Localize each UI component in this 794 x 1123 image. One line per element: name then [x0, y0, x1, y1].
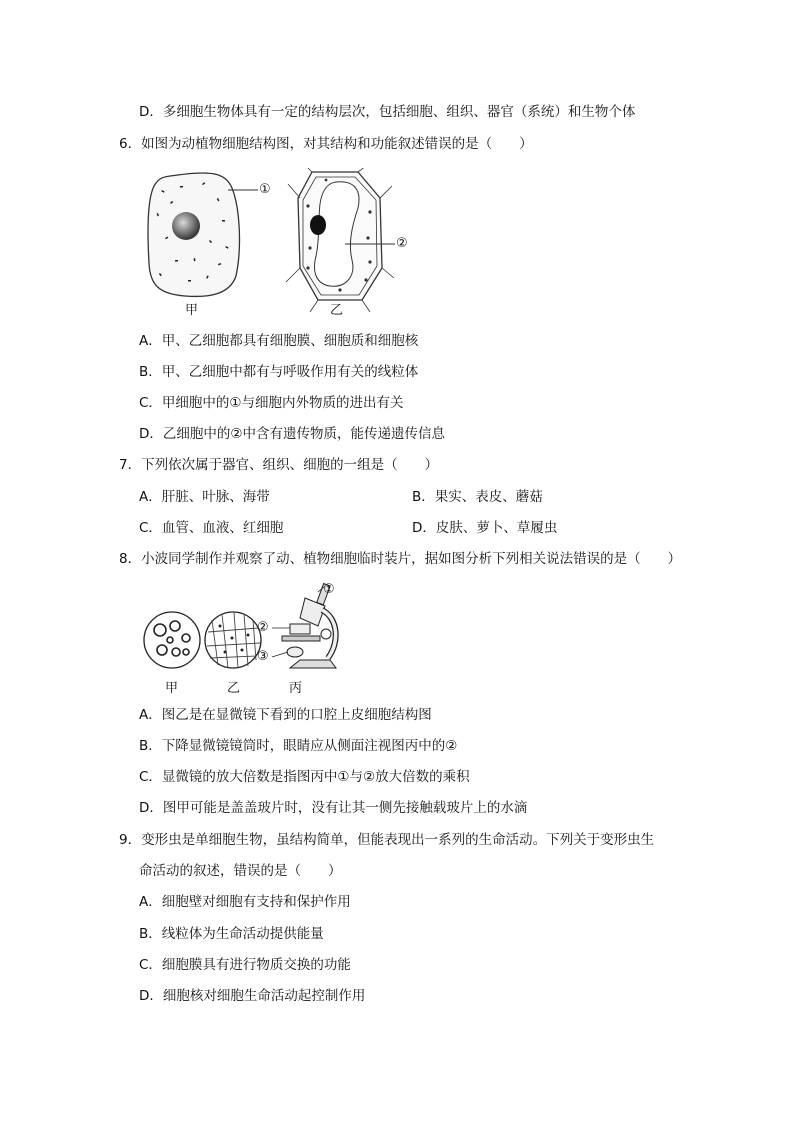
q9-option-c: C．细胞膜具有进行物质交换的功能	[139, 957, 351, 973]
q9-stem-line-2: 命活动的叙述，错误的是（ ）	[139, 863, 342, 879]
q7-option-b: B．果实、表皮、蘑菇	[412, 489, 543, 505]
q9-option-b: B．线粒体为生命活动提供能量	[139, 926, 324, 942]
q9-option-a: A．细胞壁对细胞有支持和保护作用	[139, 894, 351, 910]
fig8-caption-jia: 甲	[165, 681, 179, 696]
q6-option-d: D．乙细胞中的②中含有遗传物质，能传递遗传信息	[139, 426, 445, 442]
q7-option-a: A．肝脏、叶脉、海带	[139, 489, 270, 505]
q9-option-d: D．细胞核对细胞生命活动起控制作用	[139, 988, 366, 1004]
q8-option-a: A．图乙是在显微镜下看到的口腔上皮细胞结构图	[139, 707, 432, 723]
q8-figure	[140, 580, 340, 680]
q6-option-a: A．甲、乙细胞都具有细胞膜、细胞质和细胞核	[139, 333, 419, 349]
fig8-label-1: ①	[323, 582, 335, 597]
fig6-label-1: ①	[259, 182, 271, 197]
fig6-caption-jia: 甲	[185, 303, 199, 318]
q5-option-d: D．多细胞生物体具有一定的结构层次，包括细胞、组织、器官（系统）和生物个体	[139, 104, 636, 120]
fig8-caption-yi: 乙	[227, 681, 241, 696]
q8-option-b: B．下降显微镜镜筒时，眼睛应从侧面注视图丙中的②	[139, 738, 458, 754]
microscope-slide-diagram	[140, 580, 340, 680]
q8-option-d: D．图甲可能是盖盖玻片时，没有让其一侧先接触载玻片上的水滴	[139, 800, 528, 816]
q8-option-c: C．显微镜的放大倍数是指图丙中①与②放大倍数的乘积	[139, 769, 470, 785]
q9-stem-line-1: 9．变形虫是单细胞生物，虽结构简单，但能表现出一系列的生命活动。下列关于变形虫生	[119, 832, 655, 848]
fig6-label-2: ②	[396, 236, 408, 251]
fig6-caption-yi: 乙	[330, 303, 344, 318]
animal-cell-nucleus	[172, 212, 200, 240]
fig8-label-3: ③	[257, 649, 269, 664]
q7-option-d: D．皮肤、萝卜、草履虫	[412, 520, 558, 536]
q6-stem: 6．如图为动植物细胞结构图，对其结构和功能叙述错误的是（ ）	[119, 136, 533, 152]
q7-stem: 7．下列依次属于器官、组织、细胞的一组是（ ）	[119, 457, 439, 473]
q6-figure	[140, 168, 430, 318]
view-jia	[144, 612, 200, 668]
q8-stem: 8．小波同学制作并观察了动、植物细胞临时装片，据如图分析下列相关说法错误的是（ ）	[119, 551, 682, 567]
q7-option-c: C．血管、血液、红细胞	[139, 520, 284, 536]
q6-option-c: C．甲细胞中的①与细胞内外物质的进出有关	[139, 395, 404, 411]
q6-option-b: B．甲、乙细胞中都有与呼吸作用有关的线粒体	[139, 364, 419, 380]
fig8-caption-bing: 丙	[289, 681, 303, 696]
fig8-label-2: ②	[257, 620, 269, 635]
plant-cell-nucleus	[310, 215, 326, 235]
cell-structure-diagram	[140, 168, 430, 318]
